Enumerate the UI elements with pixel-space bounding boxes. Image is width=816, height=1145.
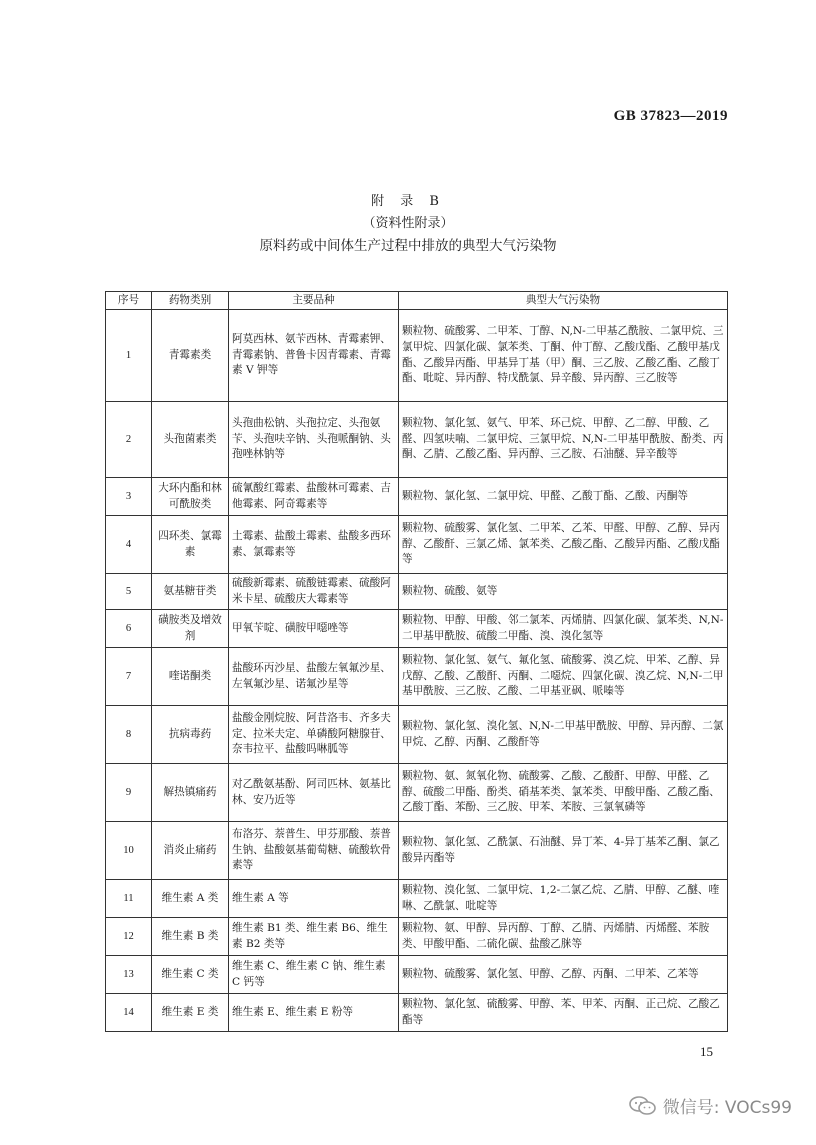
- row-pollutants: 颗粒物、氯化氢、溴化氢、N,N-二甲基甲酰胺、甲醇、异丙醇、二氯甲烷、乙醇、丙酮、乙酸酐等: [399, 706, 728, 764]
- table-row: [106, 706, 728, 764]
- row-pollutants: 颗粒物、硫酸雾、二甲苯、丁醇、N,N-二甲基乙酰胺、二氯甲烷、三氯甲烷、四氯化碳、氯苯类、丁酮、仲丁醇、乙酸戊酯、乙酸甲基戊酯、乙酸异丙酯、甲基异丁基（甲）酮、三乙胺、乙酸乙酯、乙酸丁酯、吡啶、异丙醇、特戊酰氯、异辛酸、异丙醇、三乙胺等: [399, 310, 728, 402]
- row-no: 7: [106, 648, 152, 706]
- row-pollutants: 颗粒物、硫酸雾、氯化氢、二甲苯、乙苯、甲醛、甲醇、乙醇、异丙醇、乙酸酐、三氯乙烯、氯苯类、乙酸乙酯、乙酸异丙酯、乙酸戊酯等: [399, 516, 728, 574]
- header-varieties: 主要品种: [229, 292, 399, 310]
- row-pollutants: 颗粒物、硫酸雾、氯化氢、甲醇、乙醇、丙酮、二甲苯、乙苯等: [399, 956, 728, 994]
- annex-type: （资料性附录）: [362, 216, 454, 231]
- table-row: [106, 610, 728, 648]
- table-row: [106, 880, 728, 918]
- row-pollutants: 颗粒物、溴化氢、二氯甲烷、1,2-二氯乙烷、乙腈、甲醇、乙醚、喹啉、乙酰氯、吡啶等: [399, 880, 728, 918]
- row-no: 5: [106, 574, 152, 610]
- row-varieties: 维生素 C、维生素 C 钠、维生素 C 钙等: [229, 956, 399, 994]
- table-header-row: [106, 292, 728, 310]
- row-category: 青霉素类: [152, 310, 229, 402]
- row-no: 6: [106, 610, 152, 648]
- page-number: 15: [700, 1044, 713, 1059]
- row-category: 大环内酯和林可酰胺类: [152, 478, 229, 516]
- row-varieties: 阿莫西林、氨苄西林、青霉素钾、青霉素钠、普鲁卡因青霉素、青霉素 V 钾等: [229, 310, 399, 402]
- row-varieties: 维生素 B1 类、维生素 B6、维生素 B2 类等: [229, 918, 399, 956]
- row-no: 10: [106, 822, 152, 880]
- row-category: 维生素 C 类: [152, 956, 229, 994]
- watermark: [629, 1093, 792, 1118]
- row-no: 12: [106, 918, 152, 956]
- table-row: [106, 822, 728, 880]
- row-pollutants: 颗粒物、氯化氢、硫酸雾、甲醇、苯、甲苯、丙酮、正己烷、乙酸乙酯等: [399, 994, 728, 1032]
- row-pollutants: 颗粒物、硫酸、氨等: [399, 574, 728, 610]
- row-no: 14: [106, 994, 152, 1032]
- row-varieties: 维生素 E、维生素 E 粉等: [229, 994, 399, 1032]
- row-varieties: 盐酸环丙沙星、盐酸左氧氟沙星、左氧氟沙星、诺氟沙星等: [229, 648, 399, 706]
- row-category: 消炎止痛药: [152, 822, 229, 880]
- header-pollutants: 典型大气污染物: [399, 292, 728, 310]
- row-pollutants: 颗粒物、氯化氢、乙酰氯、石油醚、异丁苯、4-异丁基苯乙酮、氯乙酸异丙酯等: [399, 822, 728, 880]
- table-row: [106, 478, 728, 516]
- row-pollutants: 颗粒物、氯化氢、二氯甲烷、甲醛、乙酸丁酯、乙酸、丙酮等: [399, 478, 728, 516]
- row-no: 11: [106, 880, 152, 918]
- table-row: [106, 956, 728, 994]
- row-category: 氨基糖苷类: [152, 574, 229, 610]
- header-category: 药物类别: [152, 292, 229, 310]
- row-no: 13: [106, 956, 152, 994]
- row-no: 2: [106, 402, 152, 478]
- row-varieties: 甲氧苄啶、磺胺甲噁唑等: [229, 610, 399, 648]
- row-category: 四环类、氯霉素: [152, 516, 229, 574]
- row-pollutants: 颗粒物、氨、氮氧化物、硫酸雾、乙酸、乙酸酐、甲醇、甲醛、乙醇、硫酸二甲酯、酚类、硝基苯类、氯苯类、甲酸甲酯、乙酸乙酯、乙酸丁酯、苯酚、三乙胺、甲苯、苯胺、三氯氧磷等: [399, 764, 728, 822]
- table-row: [106, 918, 728, 956]
- row-varieties: 盐酸金刚烷胺、阿昔洛韦、齐多夫定、拉米夫定、单磷酸阿糖腺苷、奈韦拉平、盐酸吗啉胍等: [229, 706, 399, 764]
- row-category: 维生素 E 类: [152, 994, 229, 1032]
- row-no: 1: [106, 310, 152, 402]
- row-no: 3: [106, 478, 152, 516]
- row-varieties: 布洛芬、萘普生、甲芬那酸、萘普生钠、盐酸氨基葡萄糖、硫酸软骨素等: [229, 822, 399, 880]
- row-pollutants: 颗粒物、氯化氢、氨气、甲苯、环己烷、甲醇、乙二醇、甲酸、乙醛、四氢呋喃、二氯甲烷、三氯甲烷、N,N-二甲基甲酰胺、酚类、丙酮、乙腈、乙酸乙酯、异丙醇、三乙胺、石油醚、异辛酸等: [399, 402, 728, 478]
- row-varieties: 对乙酰氨基酚、阿司匹林、氨基比林、安乃近等: [229, 764, 399, 822]
- standard-code: GB 37823—2019: [613, 108, 728, 124]
- table-row: [106, 516, 728, 574]
- row-varieties: 维生素 A 等: [229, 880, 399, 918]
- row-category: 维生素 A 类: [152, 880, 229, 918]
- table-row: [106, 310, 728, 402]
- row-varieties: 硫酸新霉素、硫酸链霉素、硫酸阿米卡星、硫酸庆大霉素等: [229, 574, 399, 610]
- annex-title: 原料药或中间体生产过程中排放的典型大气污染物: [259, 238, 557, 254]
- watermark-text: 微信号: VOCs99: [662, 1098, 792, 1118]
- pollutant-table: [105, 291, 728, 1032]
- table-row: [106, 574, 728, 610]
- table-row: [106, 994, 728, 1032]
- row-category: 头孢菌素类: [152, 402, 229, 478]
- row-varieties: 硫氰酸红霉素、盐酸林可霉素、吉他霉素、阿奇霉素等: [229, 478, 399, 516]
- row-no: 9: [106, 764, 152, 822]
- table-row: [106, 764, 728, 822]
- row-category: 喹诺酮类: [152, 648, 229, 706]
- row-varieties: 土霉素、盐酸土霉素、盐酸多西环素、氯霉素等: [229, 516, 399, 574]
- row-varieties: 头孢曲松钠、头孢拉定、头孢氨苄、头孢呋辛钠、头孢哌酮钠、头孢唑林钠等: [229, 402, 399, 478]
- row-category: 磺胺类及增效剂: [152, 610, 229, 648]
- row-pollutants: 颗粒物、氨、甲醇、异丙醇、丁醇、乙腈、丙烯腈、丙烯醛、苯胺类、甲酸甲酯、二硫化碳、盐酸乙脒等: [399, 918, 728, 956]
- row-pollutants: 颗粒物、甲醇、甲酸、邻二氯苯、丙烯腈、四氯化碳、氯苯类、N,N-二甲基甲酰胺、硫酸二甲酯、溴、溴化氢等: [399, 610, 728, 648]
- row-category: 维生素 B 类: [152, 918, 229, 956]
- row-category: 解热镇痛药: [152, 764, 229, 822]
- annex-label: 附 录 B: [371, 194, 445, 209]
- header-no: 序号: [106, 292, 152, 310]
- table-row: [106, 648, 728, 706]
- row-category: 抗病毒药: [152, 706, 229, 764]
- table-row: [106, 402, 728, 478]
- row-pollutants: 颗粒物、氯化氢、氨气、氟化氢、硫酸雾、溴乙烷、甲苯、乙醇、异戊醇、乙酸、乙酸酐、丙酮、二噁烷、四氯化碳、溴乙烷、N,N-二甲基甲酰胺、三乙胺、乙酸、二甲基亚砜、哌嗪等: [399, 648, 728, 706]
- row-no: 4: [106, 516, 152, 574]
- row-no: 8: [106, 706, 152, 764]
- wechat-icon: [629, 1096, 657, 1116]
